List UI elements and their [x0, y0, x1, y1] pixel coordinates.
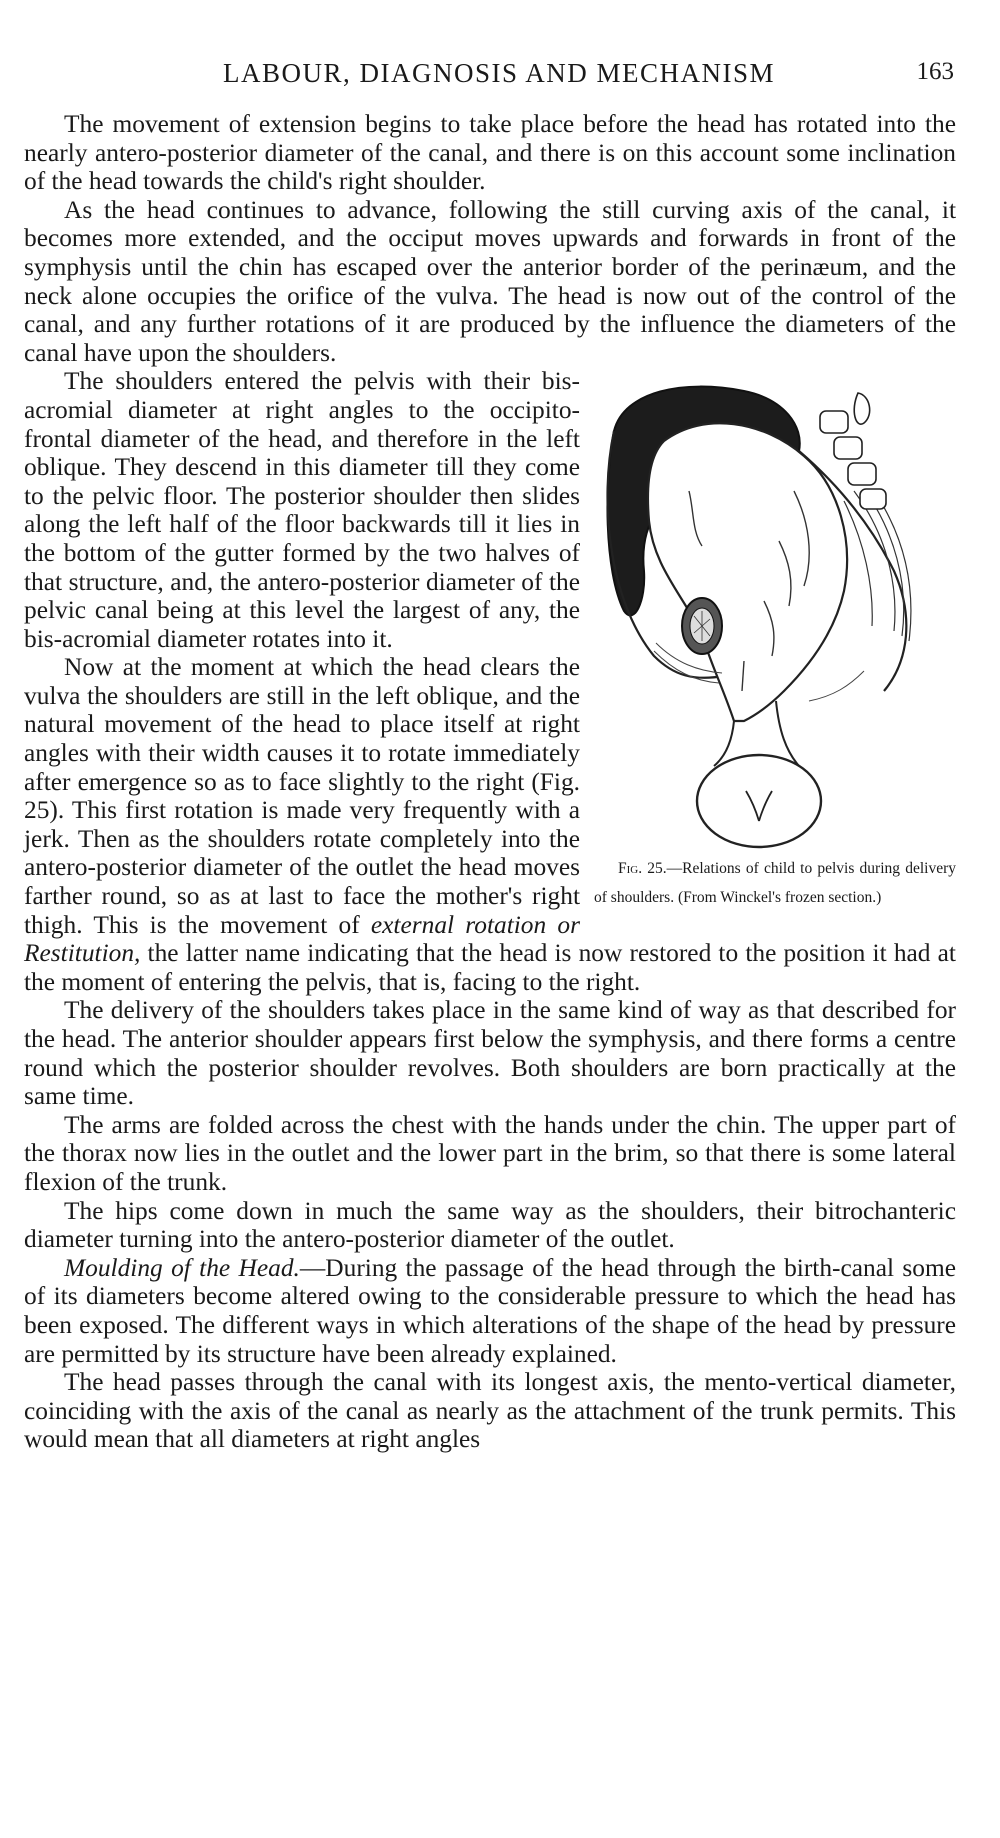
paragraph-head-advance: As the head continues to advance, following the still curving axis of the canal, it becomes more extended, and the occiput moves upwards and forwards in front of the symphysis until the chin has escaped over the anterior border of the perinæum, and the neck alone occupies the orifice of the vulva. The head is now out of the control of the canal, and any further rotations of it are produced by the influence the diameters of the canal have upon the shoulders.: [24, 195, 956, 367]
paragraph-hips: The hips come down in much the same way as the shoulders, their bitrochanteric diameter turning into the antero-posterior diameter of the outlet.: [24, 1196, 956, 1254]
paragraph-restitution-b: the latter name indicating that the head is now restored to the position it had at the moment of entering the pelvis, that is, facing to the right.: [24, 939, 956, 996]
figure-label: Fig. 25.: [618, 860, 667, 878]
page-header: [24, 58, 974, 98]
paragraph-moulding-text: —During the passage of the head through the birth-canal some of its diameters become altered owing to the considerable pressure to which the head has been exposed. The different ways in which alterations of the shape of the head by pressure are permitted by its structure have been already explained.: [24, 1253, 956, 1368]
term-external-rotation: external rotation or Restitution,: [24, 910, 580, 968]
paragraph-shoulders-text: The shoulders entered the pelvis with their bis-acromial diameter at right angles to the occipito-frontal diameter of the head, and therefore in the left oblique. They descend in this diameter till they come to the pelvic floor. The posterior shoulder then slides along the left half of the floor backwards till it lies in the bottom of the gutter formed by the two halves of that structure, and, the antero-posterior diameter of the pelvic canal being at this level the largest of any, the bis-acromial diameter rotates into it.: [24, 367, 580, 653]
figure-25: [594, 371, 956, 908]
page-number: 163: [916, 58, 954, 85]
running-title: LABOUR, DIAGNOSIS AND MECHANISM: [222, 58, 776, 88]
section-heading-moulding: Moulding of the Head.: [64, 1253, 300, 1282]
paragraph-arms: The arms are folded across the chest with the hands under the chin. The upper part of the thorax now lies in the outlet and the lower part in the brim, so that there is some lateral flexion of the trunk.: [24, 1110, 956, 1196]
pelvis-illustration: [594, 371, 956, 851]
paragraph-moulding: [24, 1254, 956, 1368]
paragraph-shoulder-delivery: The delivery of the shoulders takes place in the same kind of way as that described for the head. The anterior shoulder appears first below the symphysis, and there forms a centre round which the posterior shoulder revolves. Both shoulders are born practically at the same time.: [24, 996, 956, 1111]
figure-caption-text: —Relations of child to pelvis during delivery of shoulders. (From Winckel's frozen section.): [594, 860, 956, 906]
paragraph-restitution-a: Now at the moment at which the head clears the vulva the shoulders are still in the left oblique, and the natural movement of the head to place itself at right angles with their width causes it to rotate immediately after emergence so as to face slightly to the right (Fig. 25). This first rotation is made very frequently with a jerk. Then as the shoulders rotate completely into the antero-posterior diameter of the outlet the head moves farther round, so as at last to face the mother's right thigh. This is the movement of: [24, 653, 580, 939]
paragraph-extension: The movement of extension begins to take place before the head has rotated into the nearly antero-posterior diameter of the canal, and there is on this account some inclination of the head towards the child's right shoulder.: [24, 110, 956, 196]
body-text: [24, 110, 956, 1454]
paragraph-longest-axis: The head passes through the canal with its longest axis, the mento-vertical diameter, coinciding with the axis of the canal as nearly as the attachment of the trunk permits. This would mean that all diameters at right angles: [24, 1368, 956, 1454]
figure-caption: [594, 854, 956, 906]
